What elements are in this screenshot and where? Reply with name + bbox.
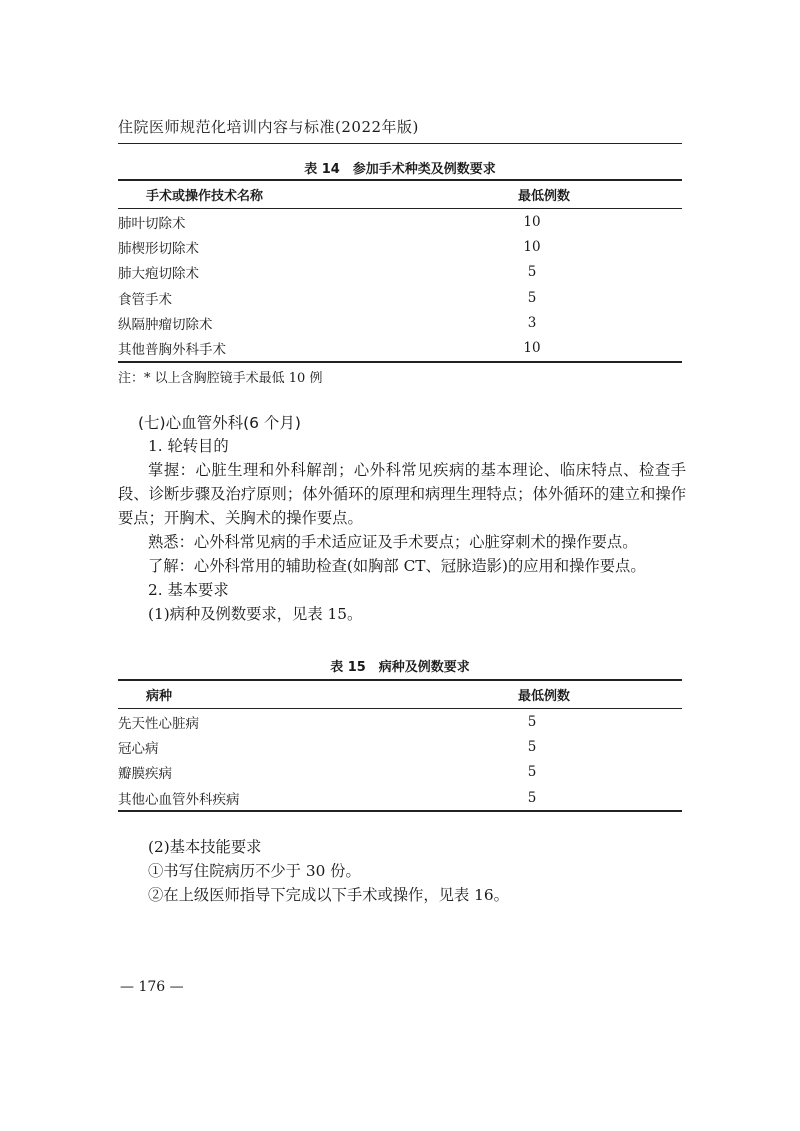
table-cell-count: 10: [523, 238, 541, 255]
table-cell-disease: 其他心血管外科疾病: [118, 785, 518, 811]
skills-section: [118, 835, 686, 907]
item2-heading: 2. 基本要求: [148, 581, 229, 599]
running-head: 住院医师规范化培训内容与标准(2022年版): [118, 118, 419, 136]
table14-header-row: [118, 180, 682, 209]
table-row: [118, 734, 682, 759]
table-cell-name: 肺叶切除术: [118, 215, 186, 232]
skill2-text: ②在上级医师指导下完成以下手术或操作，见表 16。: [148, 886, 509, 904]
page-number: — 176 —: [120, 979, 184, 995]
table-cell-disease: 先天性心脏病: [118, 715, 199, 732]
table-row: [118, 335, 682, 361]
table15-header-count: 最低例数: [518, 680, 682, 709]
requirement2-heading: (2)基本技能要求: [148, 838, 262, 856]
table-cell-disease: 冠心病: [118, 740, 159, 757]
table-cell-name: 肺大疱切除术: [118, 266, 199, 283]
section-title: (七)心血管外科(6 个月): [138, 414, 301, 432]
master-paragraph: 掌握：心脏生理和外科解剖；心外科常见疾病的基本理论、临床特点、检查手段、诊断步骤及治疗原则；体外循环的原理和病理生理特点；体外循环的建立和操作要点；开胸术、关胸术的操作要点。: [118, 461, 686, 527]
familiar-paragraph: 熟悉：心外科常见病的手术适应证及手术要点；心脏穿刺术的操作要点。: [148, 533, 638, 551]
table14-header-name: 手术或操作技术名称: [118, 180, 518, 209]
table-cell-name: 肺楔形切除术: [118, 240, 199, 257]
table14-header-count: 最低例数: [518, 180, 682, 209]
table-cell-name: 其他普胸外科手术: [118, 335, 518, 361]
table-row: [118, 709, 682, 735]
table-row: [118, 234, 682, 259]
table-row: [118, 260, 682, 285]
table-cell-count: 10: [523, 340, 541, 357]
table-row: [118, 785, 682, 811]
table-cell-name: 纵隔肿瘤切除术: [118, 316, 213, 333]
table15: [118, 679, 682, 812]
table-cell-count: 3: [527, 314, 537, 331]
section-body: [118, 434, 686, 626]
table14-caption: 表 14 参加手术种类及例数要求: [304, 162, 496, 177]
skill1-text: ①书写住院病历不少于 30 份。: [148, 862, 361, 880]
table15-header-row: [118, 680, 682, 709]
table-cell-count: 5: [527, 264, 537, 281]
table-row: [118, 209, 682, 235]
table-cell-count: 5: [527, 738, 537, 755]
table-cell-name: 食管手术: [118, 291, 172, 308]
item1-heading: 1. 轮转目的: [148, 437, 229, 455]
table15-caption: 表 15 病种及例数要求: [330, 660, 470, 675]
table-cell-disease: 瓣膜疾病: [118, 766, 172, 783]
table14-note: 注：* 以上含胸腔镜手术最低 10 例: [118, 371, 323, 386]
table-row: [118, 310, 682, 335]
understand-paragraph: 了解：心外科常用的辅助检查(如胸部 CT、冠脉造影)的应用和操作要点。: [148, 557, 646, 575]
table-row: [118, 285, 682, 310]
table-cell-count: 10: [523, 213, 541, 230]
table-cell-count: 5: [527, 789, 537, 806]
table14: [118, 179, 682, 363]
requirement1-text: (1)病种及例数要求，见表 15。: [148, 605, 363, 623]
table15-header-disease: 病种: [118, 680, 518, 709]
table-cell-count: 5: [527, 764, 537, 781]
table-row: [118, 760, 682, 785]
table-cell-count: 5: [527, 289, 537, 306]
table-cell-count: 5: [527, 713, 537, 730]
header-rule: [118, 143, 682, 144]
